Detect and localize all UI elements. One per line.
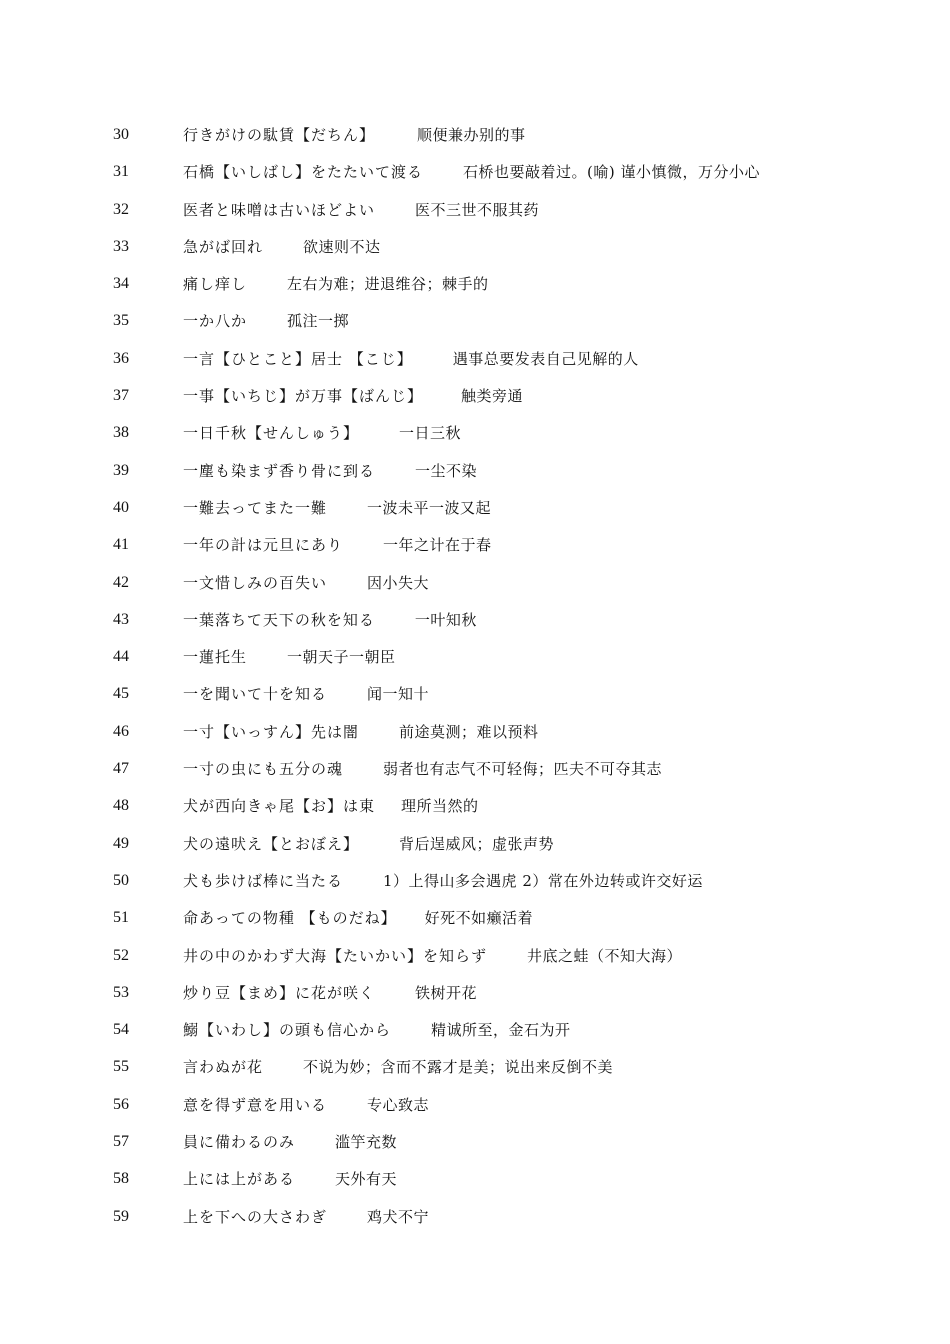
row-content [183,676,429,712]
proverb-row [0,1124,950,1161]
proverb-row [0,639,950,676]
chinese-meaning: 精诚所至，金石为开 [431,1021,571,1040]
row-number: 33 [113,237,129,255]
japanese-proverb: 井の中のかわず大海【たいかい】を知らず [183,946,488,965]
proverb-row [0,266,950,303]
japanese-proverb: 一事【いちじ】が万事【ばんじ】 [183,387,424,406]
row-content [183,192,539,228]
proverb-row [0,1199,950,1236]
japanese-proverb: 犬が西向きゃ尾【お】は東 [183,797,376,816]
proverb-row [0,341,950,378]
chinese-meaning: 前途莫测；难以预料 [399,722,539,741]
row-number: 31 [113,163,129,181]
japanese-proverb: 意を得ず意を用いる [183,1095,328,1114]
row-number: 48 [113,797,129,815]
chinese-meaning: 一朝天子一朝臣 [287,648,396,667]
japanese-proverb: 一葉落ちて天下の秋を知る [183,610,375,629]
row-content [183,415,461,451]
row-content [183,453,477,489]
row-number: 59 [113,1207,129,1225]
chinese-meaning: 一日三秋 [399,424,462,443]
row-number: 58 [113,1170,129,1188]
japanese-proverb: 一日千秋【せんしゅう】 [183,424,360,443]
row-number: 46 [113,722,129,740]
chinese-meaning: 因小失大 [367,573,430,592]
row-number: 43 [113,610,129,628]
proverb-row [0,1087,950,1124]
chinese-meaning: 铁树开花 [415,983,478,1002]
row-number: 40 [113,498,129,516]
row-number: 54 [113,1021,129,1039]
row-content [183,378,523,414]
proverb-row [0,1161,950,1198]
japanese-proverb: 行きがけの駄賃【だちん】 [183,126,376,144]
chinese-meaning: 天外有天 [335,1170,398,1189]
row-content [183,303,349,339]
proverb-row [0,117,950,154]
proverb-row [0,154,950,191]
row-content [183,1161,397,1197]
row-content [183,714,539,750]
proverb-row [0,602,950,639]
chinese-meaning: 触类旁通 [461,387,524,406]
chinese-meaning: 欲速则不达 [303,237,381,256]
chinese-meaning: 左右为难；进退维谷；棘手的 [287,275,489,294]
chinese-meaning: 鸡犬不宁 [367,1207,430,1226]
row-content [183,1199,429,1235]
row-content [183,1012,571,1048]
japanese-proverb: 石橋【いしばし】をたたいて渡る [183,163,424,182]
chinese-meaning: 专心致志 [367,1095,430,1114]
row-content [183,117,526,153]
row-number: 55 [113,1058,129,1076]
chinese-meaning: 石桥也要敲着过。(喻) 谨小慎微，万分小心 [463,163,760,182]
row-number: 49 [113,834,129,852]
proverb-row [0,527,950,564]
japanese-proverb: 鰯【いわし】の頭も信心から [183,1021,392,1040]
row-content [183,565,429,601]
chinese-meaning: 一年之计在于春 [383,536,492,555]
japanese-proverb: 命あっての物種 【ものだね】 [183,909,397,928]
proverb-row [0,1049,950,1086]
row-content [183,602,477,638]
row-content [183,826,554,862]
row-content [183,1049,613,1085]
row-number: 35 [113,312,129,330]
japanese-proverb: 医者と味噌は古いほどよい [183,200,376,219]
chinese-meaning: 闻一知十 [367,685,430,704]
proverb-row [0,1012,950,1049]
japanese-proverb: 一を聞いて十を知る [183,685,328,704]
proverb-row [0,863,950,900]
japanese-proverb: 一難去ってまた一難 [183,498,328,517]
row-number: 30 [113,126,129,143]
proverb-row [0,900,950,937]
japanese-proverb: 上には上がある [183,1170,296,1189]
proverb-row [0,788,950,825]
chinese-meaning: 井底之蛙（不知大海） [527,946,683,965]
proverb-list [0,117,950,1236]
chinese-meaning: 滥竽充数 [335,1133,398,1152]
row-number: 38 [113,424,129,442]
row-content [183,341,639,377]
row-content [183,154,760,190]
japanese-proverb: 急がば回れ [183,237,264,256]
proverb-row [0,490,950,527]
row-content [183,863,703,899]
row-number: 51 [113,909,129,927]
proverb-row [0,229,950,266]
row-number: 32 [113,200,129,218]
chinese-meaning: 不说为妙；含而不露才是美；说出来反倒不美 [303,1058,614,1077]
row-content [183,900,533,936]
row-content [183,490,491,526]
japanese-proverb: 一蓮托生 [183,648,248,667]
row-number: 34 [113,275,129,293]
row-content [183,527,492,563]
row-content [183,938,682,974]
japanese-proverb: 員に備わるのみ [183,1133,296,1152]
chinese-meaning: 医不三世不服其药 [415,200,540,219]
row-content [183,229,381,265]
proverb-row [0,565,950,602]
row-number: 52 [113,946,129,964]
proverb-row [0,975,950,1012]
row-number: 45 [113,685,129,703]
chinese-meaning: 一波未平一波又起 [367,498,492,517]
japanese-proverb: 一寸の虫にも五分の魂 [183,760,344,779]
japanese-proverb: 一寸【いっすん】先は闇 [183,722,360,741]
chinese-meaning: 1）上得山多会遇虎 2）常在外边转或许交好运 [383,871,703,890]
proverb-row [0,676,950,713]
chinese-meaning: 一叶知秋 [414,610,477,629]
japanese-proverb: 上を下への大さわぎ [183,1207,328,1226]
row-content [183,1087,429,1123]
chinese-meaning: 孤注一掷 [287,312,350,331]
proverb-row [0,453,950,490]
row-number: 39 [113,461,129,479]
chinese-meaning: 背后逞威风；虚张声势 [399,834,555,853]
japanese-proverb: 犬の遠吠え【とおぼえ】 [183,834,360,853]
row-number: 41 [113,536,129,554]
japanese-proverb: 一言【ひとこと】居士 【こじ】 [183,349,413,368]
row-number: 47 [113,760,129,778]
row-content [183,1124,397,1160]
japanese-proverb: 一塵も染まず香り骨に到る [183,461,376,480]
row-number: 53 [113,983,129,1001]
japanese-proverb: 犬も歩けば棒に当たる [183,871,344,890]
proverb-row [0,938,950,975]
row-number: 57 [113,1133,129,1151]
row-number: 37 [113,387,129,405]
chinese-meaning: 顺便兼办别的事 [417,126,526,144]
row-content [183,788,479,824]
proverb-row [0,415,950,452]
proverb-row [0,192,950,229]
row-content [183,639,396,675]
row-content [183,975,477,1011]
row-number: 44 [113,648,129,666]
row-content [183,751,662,787]
chinese-meaning: 理所当然的 [401,797,479,816]
proverb-row [0,378,950,415]
proverb-row [0,303,950,340]
row-number: 50 [113,871,129,889]
japanese-proverb: 一か八か [183,312,248,331]
proverb-row [0,751,950,788]
chinese-meaning: 好死不如癞活着 [424,909,534,928]
chinese-meaning: 遇事总要发表自己见解的人 [452,349,639,368]
japanese-proverb: 一文惜しみの百失い [183,573,328,592]
proverb-row [0,826,950,863]
japanese-proverb: 炒り豆【まめ】に花が咲く [183,983,376,1002]
row-number: 56 [113,1095,129,1113]
row-number: 36 [113,349,129,367]
japanese-proverb: 痛し痒し [183,275,248,294]
row-number: 42 [113,573,129,591]
row-content [183,266,489,302]
chinese-meaning: 弱者也有志气不可轻侮；匹夫不可夺其志 [383,760,663,779]
proverb-row [0,714,950,751]
japanese-proverb: 言わぬが花 [183,1058,264,1077]
chinese-meaning: 一尘不染 [415,461,478,480]
japanese-proverb: 一年の計は元旦にあり [183,536,344,555]
